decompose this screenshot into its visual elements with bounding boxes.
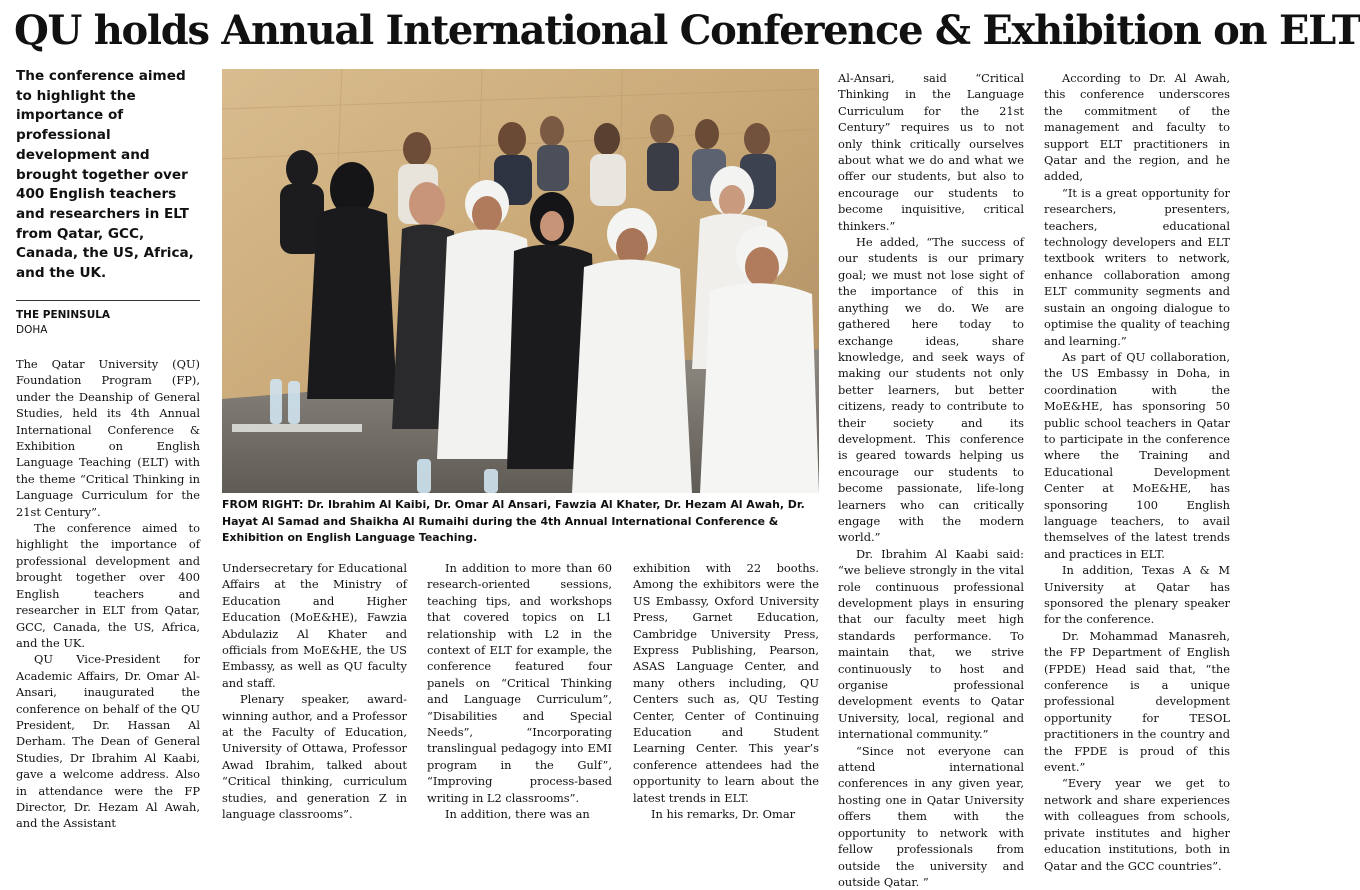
article-column-5 bbox=[838, 70, 1024, 889]
paragraph: “Since not everyone can attend international conferences in any given year, hosting one in Qatar University offers them with the opportunity to network with fellow professionals from outside the university and outside Qatar. ” bbox=[838, 743, 1024, 889]
article-headline: QU holds Annual International Conference & Exhibition on ELT bbox=[14, 7, 1360, 54]
article-column-4 bbox=[633, 560, 819, 822]
paragraph: The conference aimed to highlight the importance of professional development and brought together over 400 English teachers and researcher in ELT from Qatar, GCC, Canada, the US, Africa, and the UK. bbox=[16, 521, 200, 650]
conference-photo bbox=[222, 69, 819, 493]
paragraph: “Every year we get to network and share experiences with colleagues from schools, private institutes and higher education institutions, both in Qatar and the GCC countries”. bbox=[1044, 776, 1230, 873]
article-standfirst: The conference aimed to highlight the importance of professional development and brought together over 400 English teachers and researchers in ELT from Qatar, GCC, Canada, the US, Africa, and the UK. bbox=[16, 68, 194, 282]
byline bbox=[16, 308, 200, 338]
paragraph: Undersecretary for Educational Affairs at the Ministry of Education and Higher Education (MoE&HE), Fawzia Abdulaziz Al Khater and officials from MoE&HE, the US Embassy, as well as QU faculty and staff. bbox=[222, 561, 407, 690]
publication-name: THE PENINSULA bbox=[16, 309, 111, 321]
paragraph: In his remarks, Dr. Omar bbox=[651, 807, 796, 822]
paragraph: He added, “The success of our students is our primary goal; we must not lose sight of the importance of this in anything we do. We are gathered here today to exchange ideas, share knowledge, and seek ways of making our students not only better learners, but better citizens, ready to contribute to their society and its development. This conference is geared towards helping us encourage our students to become passionate, life-long learners who can critically engage with the modern world.” bbox=[838, 235, 1024, 545]
paragraph: Plenary speaker, award-winning author, and a Professor at the Faculty of Education, University of Ottawa, Professor Awad Ibrahim, talked about “Critical thinking, curriculum studies, and generation Z in language classrooms”. bbox=[222, 692, 407, 822]
photo-caption bbox=[222, 497, 820, 547]
paragraph: In addition, there was an bbox=[445, 807, 590, 822]
article-column-3 bbox=[427, 560, 612, 822]
caption-text: Dr. Ibrahim Al Kaibi, Dr. Omar Al Ansari, Fawzia Al Khater, Dr. Hezam Al Awah, Dr. Hayat Al Samad and Shaikha Al Rumaihi during the 4th Annual International Conference & Exhibition on English Language Teaching. bbox=[222, 498, 805, 544]
article-column-1 bbox=[16, 356, 200, 831]
byline-divider bbox=[16, 300, 200, 301]
paragraph: According to Dr. Al Awah, this conference underscores the commitment of the management and faculty to support ELT practitioners in Qatar and the region, and he added, bbox=[1044, 71, 1230, 184]
paragraph: Dr. Ibrahim Al Kaabi said: “we believe strongly in the vital role continuous professional development plays in ensuring that our faculty meet high standards performance. To maintain that, we strive continuously to host and organise professional development events to Qatar University, local, regional and international community.” bbox=[838, 546, 1024, 742]
caption-lead: FROM RIGHT: bbox=[222, 498, 304, 511]
paragraph: exhibition with 22 booths. Among the exhibitors were the US Embassy, Oxford University Press, Garnet Education, Cambridge University Press, Express Publishing, Pearson, ASAS Language Center, and many others including, QU Centers such as, QU Testing Center, Center of Continuing Education and Student Learning Center. This year’s conference attendees had the opportunity to learn about the latest trends in ELT. bbox=[633, 561, 819, 805]
paragraph: In addition, Texas A & M University at Qatar has sponsored the plenary speaker for the conference. bbox=[1044, 563, 1230, 627]
article-column-2 bbox=[222, 560, 407, 822]
article-column-6 bbox=[1044, 70, 1230, 873]
paragraph: QU Vice-President for Academic Affairs, Dr. Omar Al-Ansari, inaugurated the conference on behalf of the QU President, Dr. Hassan Al Derham. The Dean of General Studies, Dr Ibrahim Al Kaabi, gave a welcome address. Also in attendance were the FP Director, Dr. Hezam Al Awah, and the Assistant bbox=[16, 652, 200, 831]
paragraph: As part of QU collaboration, the US Embassy in Doha, in coordination with the MoE&HE, has sponsoring 50 public school teachers in Qatar to participate in the conference where the Training and Educational Development Center at MoE&HE, has sponsoring 100 English language teachers, to avail themselves of the latest trends and practices in ELT. bbox=[1044, 349, 1230, 561]
paragraph: Al-Ansari, said “Critical Thinking in the Language Curriculum for the 21st Century” requires us to not only think critically ourselves about what we do and what we offer our students, but also to encourage our students to become inquisitive, critical thinkers.” bbox=[838, 71, 1024, 233]
dateline-location: DOHA bbox=[16, 324, 48, 336]
paragraph: Dr. Mohammad Manasreh, the FP Department of English (FPDE) Head said that, “the conference is a unique professional development opportunity for TESOL practitioners in the country and the FPDE is proud of this event.” bbox=[1044, 628, 1230, 775]
paragraph: In addition to more than 60 research-oriented sessions, teaching tips, and workshops that covered topics on L1 relationship with L2 in the context of ELT for example, the conference featured four panels on “Critical Thinking and Language Curriculum”, “Disabilities and Special Needs”, “Incorporating translingual pedagogy into EMI program in the Gulf”, “Improving process-based writing in L2 classrooms”. bbox=[427, 561, 612, 805]
paragraph: The Qatar University (QU) Foundation Program (FP), under the Deanship of General Studies, held its 4th Annual International Conference & Exhibition on English Language Teaching (ELT) with the theme “Critical Thinking in Language Curriculum for the 21st Century”. bbox=[16, 357, 200, 519]
paragraph: “It is a great opportunity for researchers, presenters, teachers, educational technology developers and ELT textbook writers to network, enhance collaboration among ELT community segments and sustain an ongoing dialogue to optimise the quality of teaching and learning.” bbox=[1044, 185, 1230, 348]
